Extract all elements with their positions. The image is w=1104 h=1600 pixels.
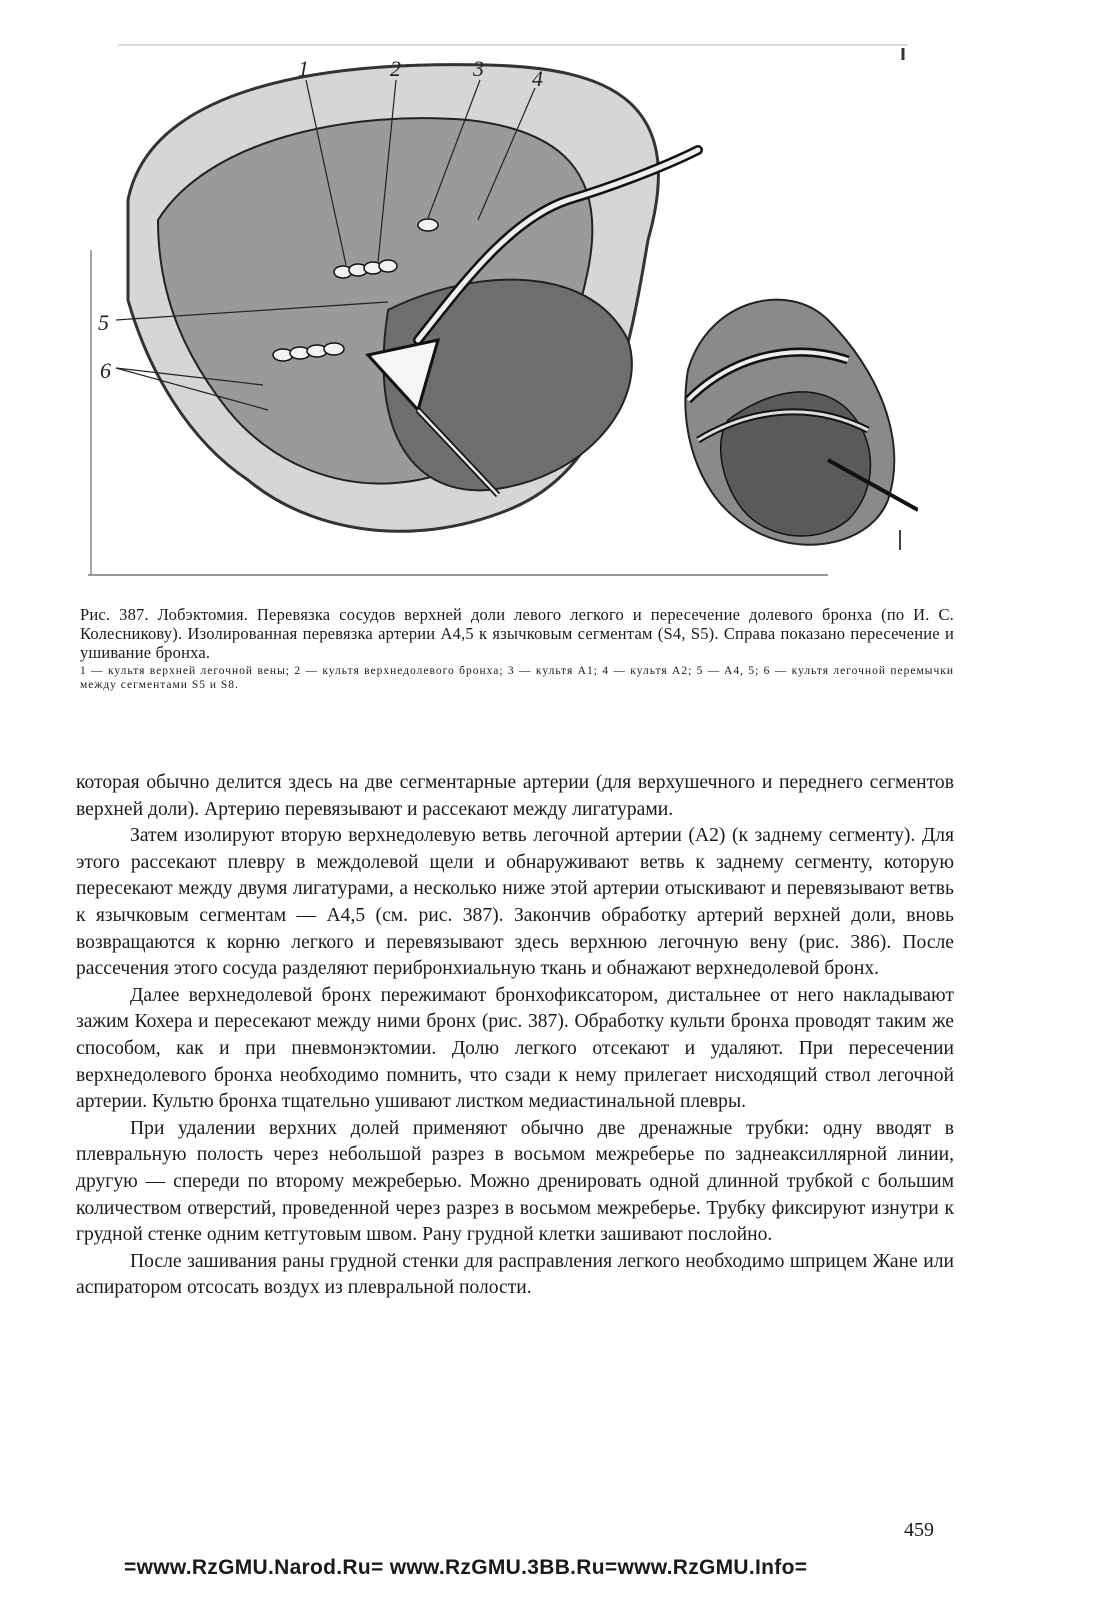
figure-label-5: 5 xyxy=(98,310,109,335)
footer-watermark: =www.RzGMU.Narod.Ru= www.RzGMU.3BB.Ru=www.RzGMU.Info= xyxy=(124,1556,808,1579)
paragraph: которая обычно делится здесь на две сегментарные артерии (для верхушечного и переднего сегментов верхней доли). Артерию перевязывают и рассекают между лигатурами. xyxy=(76,772,954,820)
paragraph: Далее верхнедолевой бронх пережимают бронхофиксатором, дистальнее от него накладывают зажим Кохера и пересекают между ними бронх (рис. 387). Обработку культи бронха проводят таким же способом, как и при пневмонэктомии. Долю легкого отсекают и удаляют. При пересечении верхнедолевого бронха необходимо помнить, что сзади к нему прилегает нисходящий ствол легочной артерии. Культю бронха тщательно ушивают листком медиастинальной плевры. xyxy=(76,984,954,1113)
figure-label-4: 4 xyxy=(532,66,543,91)
figure-caption xyxy=(80,605,954,692)
paragraph: При удалении верхних долей применяют обычно две дренажные трубки: одну вводят в плевральную полость через небольшой разрез в восьмом межреберье по заднеаксиллярной линии, другую — спереди по второму межреберью. Можно дренировать одной длинной трубкой с большим количеством отверстий, проведенной через разрез в восьмом межреберье. Трубку фиксируют изнутри к грудной стенке одним кетгутовым швом. Рану грудной клетки зашивают послойно. xyxy=(76,1117,954,1246)
anatomical-illustration xyxy=(88,40,918,590)
paragraph: После зашивания раны грудной стенки для расправления легкого необходимо шприцем Жане или аспиратором отсосать воздух из плевральной полости. xyxy=(76,1250,954,1299)
page-number: 459 xyxy=(904,1519,934,1541)
figure-label-2: 2 xyxy=(390,56,401,81)
figure-label-6: 6 xyxy=(100,358,111,383)
body-text xyxy=(76,770,954,1302)
figure-label-1: 1 xyxy=(298,56,309,81)
paragraph: Затем изолируют вторую верхнедолевую ветвь легочной артерии (A2) (к заднему сегменту). Для этого рассекают плевру в междолевой щели и обнаруживают ветвь к заднему сегменту, которую пересекают между двумя лигатурами, а несколько ниже этой артерии отыскивают и перевязывают ветвь к язычковым сегментам — A4,5 (см. рис. 387). Закончив обработку артерий верхней доли, вновь возвращаются к корню легкого и перевязывают здесь верхнюю легочную вену (рис. 386). После рассечения этого сосуда разделяют перибронхиальную ткань и обнажают верхнедолевой бронх. xyxy=(76,825,954,980)
caption-legend: 1 — культя верхней легочной вены; 2 — культя верхнедолевого бронха; 3 — культя A1; 4 — культя A2; 5 — A4, 5; 6 — культя легочной перемычки между сегментами S5 и S8. xyxy=(80,665,954,691)
caption-main: Рис. 387. Лобэктомия. Перевязка сосудов верхней доли левого легкого и пересечение долевого бронха (по И. С. Колесникову). Изолированная перевязка артерии A4,5 к язычковым сегментам (S4, S5). Справа показано пересечение и ушивание бронха. xyxy=(80,605,954,662)
figure-label-3: 3 xyxy=(473,56,484,81)
